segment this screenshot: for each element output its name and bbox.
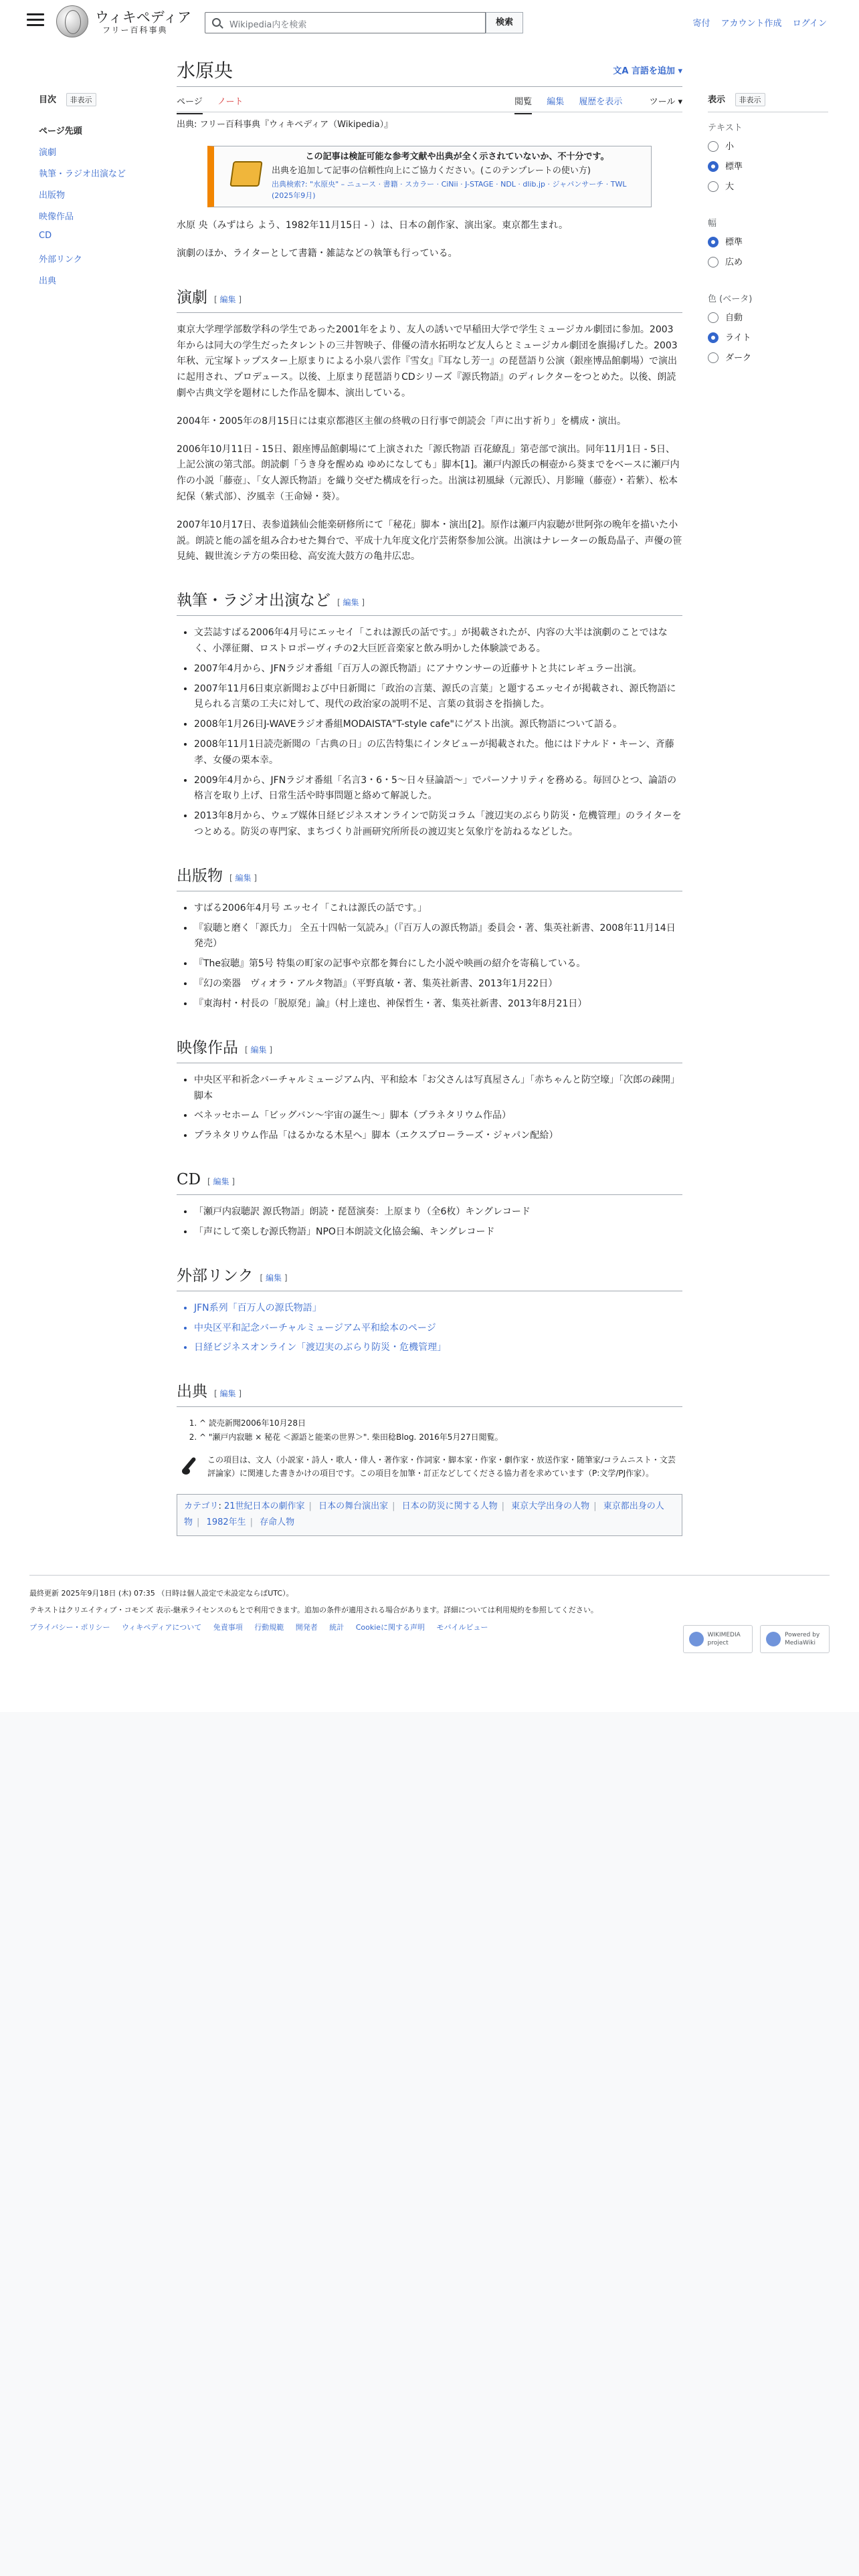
toc-item-external-links[interactable]: 外部リンク (39, 255, 82, 265)
edit-section-link[interactable]: [ 編集 ] (207, 1176, 235, 1186)
page-title: 水原央 (177, 60, 233, 82)
license-text: テキストはクリエイティブ・コモンズ 表示-継承ライセンスのもとで利用できます。追加の条件が適用される場合があります。詳細については利用規約を参照してください。 (29, 1606, 598, 1615)
footer-link-mobile[interactable]: モバイルビュー (436, 1622, 488, 1632)
toc-item-theater[interactable]: 演劇 (39, 148, 57, 158)
stub-notice (177, 1453, 682, 1481)
text-size-small-radio[interactable]: 小 (708, 141, 828, 161)
edit-label: 編集 (219, 1389, 236, 1399)
notice-source-search[interactable]: 出典検索?: "水原央" – ニュース · 書籍 · スカラー · CiNii · J-STAGE · NDL · dlib.jp · ジャパンサーチ · TWL (2025年9月) (272, 179, 627, 201)
category-link[interactable]: 東京都出身の人物 (184, 1501, 664, 1528)
references-list (199, 1416, 682, 1444)
toc-item-cd[interactable]: CD (39, 231, 52, 241)
list-item: • プラネタリウム作品「はるかなる木星へ」脚本（エクスプローラーズ・ジャパン配給） (194, 1128, 682, 1144)
edit-section-link[interactable]: [ 編集 ] (245, 1045, 273, 1055)
width-standard-radio[interactable]: 標準 (708, 237, 828, 257)
donate-link[interactable]: 寄付 (692, 19, 710, 29)
category-link[interactable]: 21世紀日本の劇作家 (224, 1501, 305, 1511)
tab-tools[interactable]: ツール ▾ (649, 97, 682, 107)
edit-label: 編集 (343, 598, 359, 608)
edit-label: 編集 (213, 1176, 229, 1186)
toc-item-top[interactable]: ページ先頭 (39, 126, 82, 136)
create-account-link[interactable]: アカウント作成 (721, 19, 782, 29)
category-link[interactable]: 日本の舞台演出家 (318, 1501, 389, 1511)
list-item: • 2008年11月1日読売新聞の「古典の日」の広告特集にインタビューが掲載された。他にはドナルド・キーン、斉藤孝、女優の栗本幸。 (194, 737, 682, 769)
list-item: • 「瀬戸内寂聴訳 源氏物語」朗読・琵琶演奏：上原まり（全6枚）キングレコード (194, 1204, 682, 1220)
list-item: • すばる2006年4月号 エッセイ「これは源氏の話です。」 (194, 901, 682, 917)
color-group (708, 292, 828, 372)
writing-list (194, 625, 682, 841)
list-item: • 2007年11月6日東京新聞および中日新聞に「政治の言葉、源氏の言葉」と題するエッセイが掲載され、源氏物語に見られる言葉の工夫に対して、現代の政治家の説明不足、言葉の貧弱さを指摘した。 (194, 681, 682, 714)
toc-item-video[interactable]: 映像作品 (39, 212, 74, 222)
paragraph: 2007年10月17日、表参道銕仙会能楽研修所にて「秘花」脚本・演出[2]。原作は瀬戸内寂聴が世阿弥の晩年を描いた小説。朗読と能の謡を組み合わせた舞台で、平成十九年度文化庁芸術祭参加公演。出演はナレーターの飯島晶子、声優の笹見純、観世流シテ方の柴田稔、高安流大鼓方の亀井広忠。 (177, 519, 682, 562)
heading-text: 出典 (177, 1383, 207, 1401)
chevron-down-icon: ▾ (674, 66, 682, 76)
list-item: • 2013年8月から、ウェブ媒体日経ビジネスオンラインで防災コラム「渡辺実のぶらり防災・危機管理」のライターをつとめる。防災の専門家、まちづくり計画研究所所長の渡辺実と気象庁を訪ねるなどした。 (194, 809, 682, 841)
heading-text: 出版物 (177, 867, 223, 885)
width-label: 幅 (708, 219, 717, 229)
search-placeholder: Wikipedia内を検索 (229, 20, 307, 30)
empty-page-background (0, 1712, 859, 2576)
table-of-contents (39, 92, 153, 295)
list-item: • 『寂聴と磨く「源氏力」 全五十四帖一気読み』（『百万人の源氏物語』委員会・著、集英社新書、2008年11月14日発売） (194, 921, 682, 953)
tab-talk[interactable]: ノート (217, 97, 244, 107)
section-heading-cd (177, 1167, 682, 1195)
heading-text: CD (177, 1170, 201, 1188)
section-heading-writing (177, 588, 682, 616)
toc-header (39, 92, 153, 106)
categories-label[interactable]: カテゴリ (184, 1501, 219, 1511)
reference-item: 2. ^ "瀬戸内寂聴 × 秘花 ＜源語と能楽の世界＞". 柴田稔Blog. 2016年5月27日閲覧。 (199, 1430, 682, 1444)
edit-label: 編集 (250, 1045, 267, 1055)
text-size-group (708, 120, 828, 201)
width-wide-radio[interactable]: 広め (708, 257, 828, 277)
list-item: • 2009年4月から、JFNラジオ番組「名言3・6・5〜日々昼論語〜」でパーソナリティを務める。毎回ひとつ、論語の格言を取り上げ、日常生活や時事問題と絡めて解説した。 (194, 773, 682, 805)
category-link[interactable]: 存命人物 (260, 1517, 295, 1528)
stub-text: この項目は、文人（小説家・詩人・歌人・俳人・著作家・作詞家・脚本家・作家・劇作家・放送作家・随筆家/コラムニスト・文芸評論家）に関連した書きかけの項目です。この項目を加筆・訂正などしてくださる協力者を求めています（P:文学/PJ作家）。 (207, 1455, 676, 1479)
external-link[interactable]: • JFN系列「百万人の源氏物語」 (194, 1301, 682, 1317)
logo-subtitle: フリー百科事典 (102, 25, 168, 35)
quill-pen-icon (181, 1456, 199, 1476)
text-size-large-radio[interactable]: 大 (708, 181, 828, 201)
external-link[interactable]: • 中央区平和記念バーチャルミュージアム平和絵本のページ (194, 1321, 682, 1337)
add-language-button[interactable] (613, 64, 682, 79)
video-list (194, 1073, 682, 1144)
list-item: • 『幻の楽器 ヴィオラ・アルタ物語』（平野真敏・著、集英社新書、2013年1月22日） (194, 976, 682, 992)
heading-text: 執筆・ラジオ出演など (177, 592, 330, 610)
category-link[interactable]: 日本の防災に関する人物 (401, 1501, 498, 1511)
personal-tools (684, 16, 827, 29)
lead-paragraph-2: 演劇のほか、ライターとして書籍・雑誌などの執筆も行っている。 (177, 247, 458, 259)
footer-badges (678, 1625, 830, 1653)
tab-edit[interactable]: 編集 (547, 97, 565, 107)
heading-text: 映像作品 (177, 1039, 238, 1057)
page-tabs (177, 87, 682, 112)
list-item: • 「声にして楽しむ源氏物語」NPO日本朗読文化協会編、キングレコード (194, 1224, 682, 1241)
list-item: • 文芸誌すばる2006年4月号にエッセイ「これは源氏の話です。」が掲載されたが、内容の大半は演劇のことではなく、小澤征爾、ロストロポーヴィチの2大巨匠音楽家と飲み明かした体験談である。 (194, 625, 682, 657)
footer-link-stats[interactable]: 統計 (329, 1622, 345, 1632)
section-heading-theater (177, 285, 682, 313)
color-light-radio[interactable]: ライト (708, 332, 828, 352)
footer-link-about[interactable]: ウィキペディアについて (121, 1622, 202, 1632)
edit-label: 編集 (219, 294, 236, 304)
lead-paragraph: 水原 央（みずはら よう、1982年11月15日 - ）は、日本の創作家、演出家。東京都生まれ。 (177, 220, 568, 231)
reference-item: 1. ^ 読売新聞2006年10月28日 (199, 1416, 682, 1430)
appearance-title: 表示 (708, 95, 726, 105)
appearance-header (708, 92, 828, 112)
external-link[interactable]: • 日経ビジネスオンライン「渡辺実のぶらり防災・危機管理」 (194, 1340, 682, 1356)
toc-item-publications[interactable]: 出版物 (39, 191, 66, 201)
tab-page[interactable]: ページ (177, 97, 203, 114)
category-link[interactable]: 1982年生 (206, 1517, 246, 1528)
mediawiki-badge[interactable]: Powered by MediaWiki (760, 1625, 830, 1653)
cd-list (194, 1204, 682, 1241)
search-icon (212, 18, 221, 27)
text-size-standard-radio[interactable]: 標準 (708, 161, 828, 181)
footer-link-developers[interactable]: 開発者 (295, 1622, 318, 1632)
notice-title: この記事は検証可能な参考文献や出典が全く示されていないか、不十分です。 (305, 152, 609, 163)
tools-label: ツール (649, 97, 676, 107)
heading-text: 演劇 (177, 288, 207, 306)
logo-title[interactable]: ウィキペディア (95, 9, 192, 25)
search-input[interactable] (205, 12, 486, 33)
color-dark-radio[interactable]: ダーク (708, 352, 828, 372)
edit-section-link[interactable]: [ 編集 ] (260, 1273, 288, 1283)
appearance-panel (708, 92, 828, 387)
tab-read[interactable]: 閲覧 (514, 97, 532, 114)
section-heading-publications (177, 863, 682, 891)
appearance-hide-button[interactable]: 非表示 (735, 93, 765, 106)
edit-section-link[interactable]: [ 編集 ] (214, 1389, 242, 1399)
tab-history[interactable]: 履歴を表示 (579, 97, 623, 107)
edit-label: 編集 (235, 873, 252, 883)
search-button[interactable]: 検索 (486, 12, 523, 33)
article-content (177, 58, 682, 1536)
section-heading-external-links (177, 1263, 682, 1291)
edit-section-link[interactable]: [ 編集 ] (214, 294, 242, 304)
add-language-label: 言語を追加 (631, 66, 675, 76)
width-group (708, 216, 828, 277)
books-icon (229, 161, 262, 187)
title-row (177, 58, 682, 87)
paragraph: 2004年・2005年の8月15日には東京都港区主催の終戦の日行事で朗読会「声に出す祈り」を構成・演出。 (177, 415, 626, 427)
wikimedia-badge[interactable]: WIKIMEDIA project (683, 1625, 753, 1653)
publications-list (194, 901, 682, 1012)
edit-section-link[interactable]: [ 編集 ] (337, 598, 365, 608)
footer-link-privacy[interactable]: プライバシー・ポリシー (29, 1622, 110, 1632)
list-item: • 2007年4月から、JFNラジオ番組「百万人の源氏物語」にアナウンサーの近藤サトと共にレギュラー出演。 (194, 661, 682, 677)
category-link[interactable]: 東京大学出身の人物 (511, 1501, 590, 1511)
footer-link-cookies[interactable]: Cookieに関する声明 (355, 1622, 425, 1632)
edit-section-link[interactable]: [ 編集 ] (229, 873, 258, 883)
list-item: • 2008年1月26日J-WAVEラジオ番組MODAISTA"T-style cafe"にゲスト出演。源氏物語について語る。 (194, 717, 682, 733)
color-auto-radio[interactable]: 自動 (708, 312, 828, 332)
list-item: • 中央区平和祈念バーチャルミュージアム内、平和絵本「お父さんは写真屋さん」「赤ちゃんと防空壕」「次郎の疎開」脚本 (194, 1073, 682, 1105)
edit-label: 編集 (266, 1273, 282, 1283)
toc-item-references[interactable]: 出典 (39, 276, 57, 286)
main-menu-icon[interactable] (27, 13, 44, 28)
login-link[interactable]: ログイン (792, 19, 827, 29)
notice-body: 出典を追加して記事の信頼性向上にご協力ください。(このテンプレートの使い方) (272, 165, 591, 176)
site-header (0, 0, 859, 44)
section-heading-references (177, 1379, 682, 1407)
last-edited: 最終更新 2025年9月18日 (木) 07:35 （日時は個人設定で未設定ならばUTC）。 (29, 1589, 294, 1598)
footer-link-disclaimer[interactable]: 免責事項 (213, 1622, 243, 1632)
footer-link-conduct[interactable]: 行動規範 (254, 1622, 284, 1632)
refimprove-notice (207, 146, 652, 207)
list-item: • 『東海村・村長の「脱原発」論』（村上達也、神保哲生・著、集英社新書、2013年8月21日） (194, 996, 682, 1012)
toc-hide-button[interactable]: 非表示 (66, 93, 96, 106)
wikipedia-logo-icon[interactable] (56, 5, 88, 37)
toc-item-writing[interactable]: 執筆・ラジオ出演など (39, 169, 126, 179)
source-line: 出典: フリー百科事典『ウィキペディア（Wikipedia）』 (177, 120, 393, 130)
text-size-label: テキスト (708, 123, 743, 133)
toc-title: 目次 (39, 95, 57, 105)
list-item: • 『The寂聴』第5号 特集の町家の記事や京都を舞台にした小説や映画の紹介を寄稿している。 (194, 956, 682, 972)
language-icon: 文A (613, 66, 632, 76)
list-item: • ベネッセホーム「ビッグバン〜宇宙の誕生〜」脚本（プラネタリウム作品） (194, 1108, 682, 1124)
paragraph: 東京大学理学部数学科の学生であった2001年をより、友人の誘いで早稲田大学で学生ミュージカル劇団に参加。2003年からは同大の学生だったタレントの三井智映子、俳優の清水拓明など友人らとミュージカル劇団を旗揚げした。2003年秋、元宝塚トップスター上原まりによる小泉八雲作『雪女』『耳なし芳一』の琵琶語り公演（銀座博品館劇場）で演出に起用され、プロデュース。以後、上原まり琵琶語りCDシリーズ『源氏物語』のディレクターをつとめた。以後、朗読劇や古典文学を題材にした作品を脚本、演出している。 (177, 324, 678, 399)
paragraph: 2006年10月11日 - 15日、銀座博品館劇場にて上演された「源氏物語 百花繚乱」第壱部で演出。同年11月1日 - 5日、上記公演の第弐部。朗読劇「うき身を醒めぬ ゆめになしても」脚本[1]。瀬戸内源氏の桐壺から葵までをベースに瀬戸内作の小説「藤壺」、「女人源氏物語」を織り交ぜた構成を行った。出演は初風緑（元源氏）、月影瞳（藤壺）・若紫）、松本紀保（紫式部）、汐風幸（王命婦・葵）。 (177, 443, 680, 502)
heading-text: 外部リンク (177, 1267, 254, 1285)
section-heading-video (177, 1035, 682, 1063)
color-label: 色 (ベータ) (708, 294, 753, 304)
page-footer (29, 1575, 830, 1646)
category-box: カテゴリ: 21世紀日本の劇作家 | 日本の舞台演出家 | 日本の防災に関する人物 | 東京大学出身の人物 | 東京都出身の人物 | 1982年生 | 存命人物 (177, 1494, 682, 1536)
external-links-list (194, 1301, 682, 1356)
